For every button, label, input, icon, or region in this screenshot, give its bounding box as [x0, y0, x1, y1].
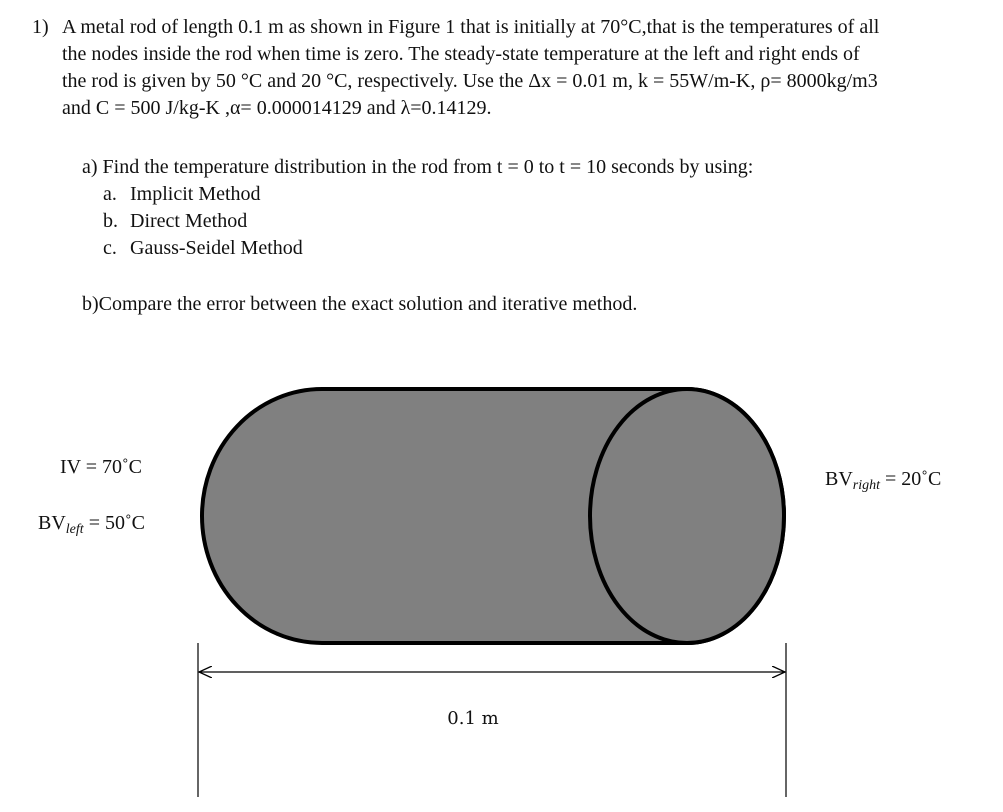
iv-label: IV = 70˚C	[60, 456, 143, 478]
bv-left-label	[38, 512, 145, 535]
bv-right-main: BV	[825, 468, 853, 490]
bv-right-label	[825, 468, 941, 491]
method-item-text: Implicit Method	[130, 183, 261, 205]
part-a-question: a) Find the temperature distribution in the rod from t = 0 to t = 10 seconds by using:	[82, 156, 754, 178]
method-item-label: a.	[103, 183, 117, 205]
bv-right-value: = 20˚C	[880, 468, 942, 490]
problem-number: 1)	[32, 16, 49, 38]
method-item-text: Gauss-Seidel Method	[130, 237, 303, 259]
problem-line-3: the rod is given by 50 °C and 20 °C, respectively. Use the Δx = 0.01 m, k = 55W/m-K, ρ= 8000kg/m3	[62, 70, 878, 92]
bv-left-value: = 50˚C	[83, 512, 145, 534]
method-item-text: Direct Method	[130, 210, 248, 232]
part-b-question: b)Compare the error between the exact solution and iterative method.	[82, 293, 638, 315]
method-item-label: b.	[103, 210, 118, 232]
problem-line-1: A metal rod of length 0.1 m as shown in Figure 1 that is initially at 70°C,that is the temperatures of all	[62, 16, 880, 38]
bv-left-main: BV	[38, 512, 66, 534]
problem-line-2: the nodes inside the rod when time is zero. The steady-state temperature at the left and right ends of	[62, 43, 860, 65]
length-label: 0.1 m	[447, 708, 499, 729]
method-item-label: c.	[103, 237, 117, 259]
rod-end-face	[590, 389, 784, 643]
problem-line-4: and C = 500 J/kg-K ,α= 0.000014129 and λ=0.14129.	[62, 97, 492, 119]
bv-right-subscript: right	[852, 478, 881, 493]
bv-left-subscript: left	[65, 522, 84, 537]
